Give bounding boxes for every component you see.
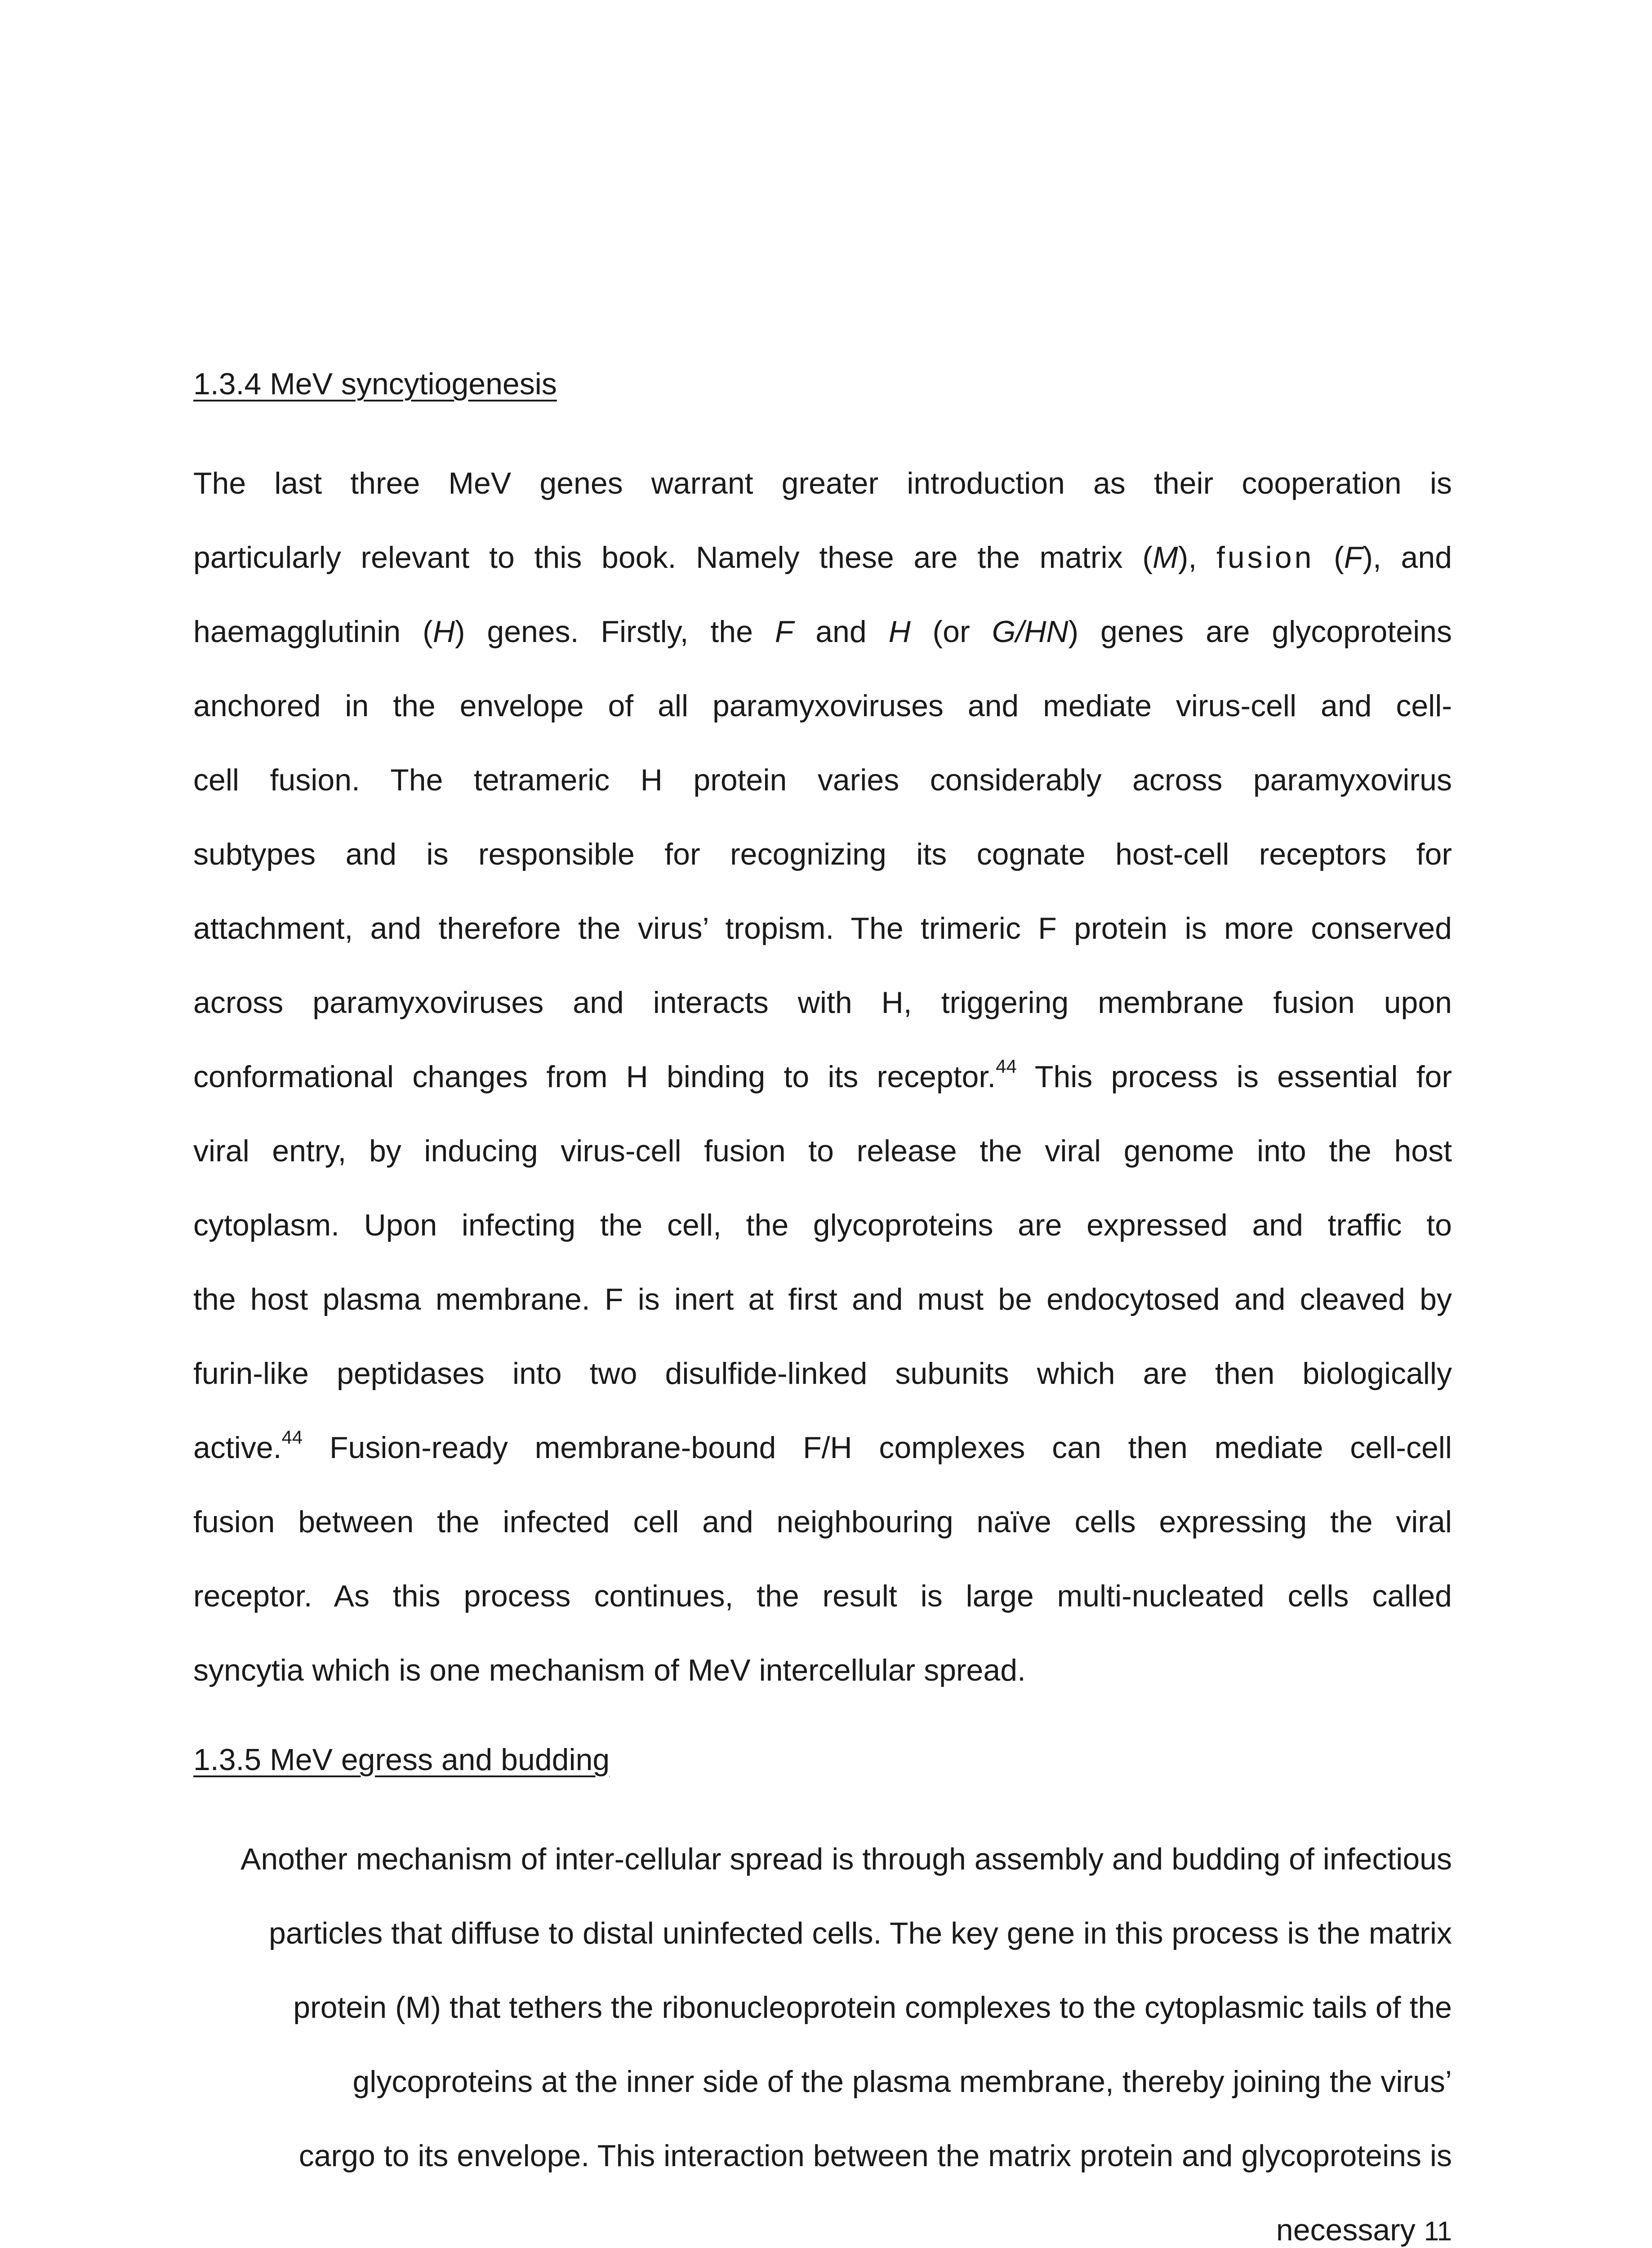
citation-superscript: 44 [996, 1056, 1017, 1077]
paragraph-line: cargo to its envelope. This interaction between the matrix protein and glycoproteins is [298, 2139, 1452, 2173]
paragraph-line: attachment, and therefore the virus’ tropism. The trimeric F protein is more conserved [193, 911, 1452, 946]
paragraph-line: fusion between the infected cell and neighbouring naïve cells expressing the viral [193, 1505, 1452, 1539]
paragraph-line: subtypes and is responsible for recognizing its cognate host-cell receptors for [193, 837, 1452, 871]
paragraph-line: particles that diffuse to distal uninfected cells. The key gene in this process is the matrix [269, 1916, 1452, 1950]
citation-superscript: 44 [281, 1427, 303, 1448]
section-heading-1-3-4: 1.3.4 MeV syncytiogenesis [193, 367, 557, 401]
paragraph-line-last: necessary 11 [1276, 2213, 1452, 2247]
page-number: 11 [1424, 2216, 1452, 2246]
paragraph-line: conformational changes from H binding to its receptor.$^{44}$ This process is essential for [193, 1056, 1452, 1094]
paragraph-line: cytoplasm. Upon infecting the cell, the glycoproteins are expressed and traffic to [193, 1208, 1452, 1242]
paragraph-line: syncytia which is one mechanism of MeV intercellular spread. [193, 1653, 1026, 1687]
paragraph-line: protein (M) that tethers the ribonucleoprotein complexes to the cytoplasmic tails of the [293, 1990, 1452, 2025]
paragraph-line: The last three MeV genes warrant greater introduction as their cooperation is [193, 466, 1452, 500]
paragraph-line: receptor. As this process continues, the result is large multi-nucleated cells called [193, 1579, 1452, 1613]
section-heading-1-3-5: 1.3.5 MeV egress and budding [193, 1743, 610, 1777]
paragraph-line: across paramyxoviruses and interacts with H, triggering membrane fusion upon [193, 986, 1452, 1020]
paragraph-line: haemagglutinin (H) genes. Firstly, the F and H (or G/HN) genes are glycoproteins [193, 615, 1452, 649]
paragraph-line: furin-like peptidases into two disulfide-linked subunits which are then biologically [193, 1356, 1452, 1391]
paragraph-line: viral entry, by inducing virus-cell fusion to release the viral genome into the host [193, 1134, 1452, 1168]
paragraph-line: glycoproteins at the inner side of the plasma membrane, thereby joining the virus’ [352, 2065, 1452, 2099]
paragraph-line: the host plasma membrane. F is inert at first and must be endocytosed and cleaved by [193, 1282, 1452, 1316]
paragraph-line: cell fusion. The tetrameric H protein varies considerably across paramyxovirus [193, 763, 1452, 797]
paragraph-line: anchored in the envelope of all paramyxoviruses and mediate virus-cell and cell- [193, 689, 1452, 723]
paragraph-line: Another mechanism of inter-cellular spread is through assembly and budding of infectious [240, 1842, 1452, 1876]
paragraph-line: particularly relevant to this book. Namely these are the matrix (M), fusion (F), and [193, 540, 1452, 575]
paragraph-line: active.$^{44}$ Fusion-ready membrane-bound F/H complexes can then mediate cell-cell [193, 1427, 1452, 1465]
